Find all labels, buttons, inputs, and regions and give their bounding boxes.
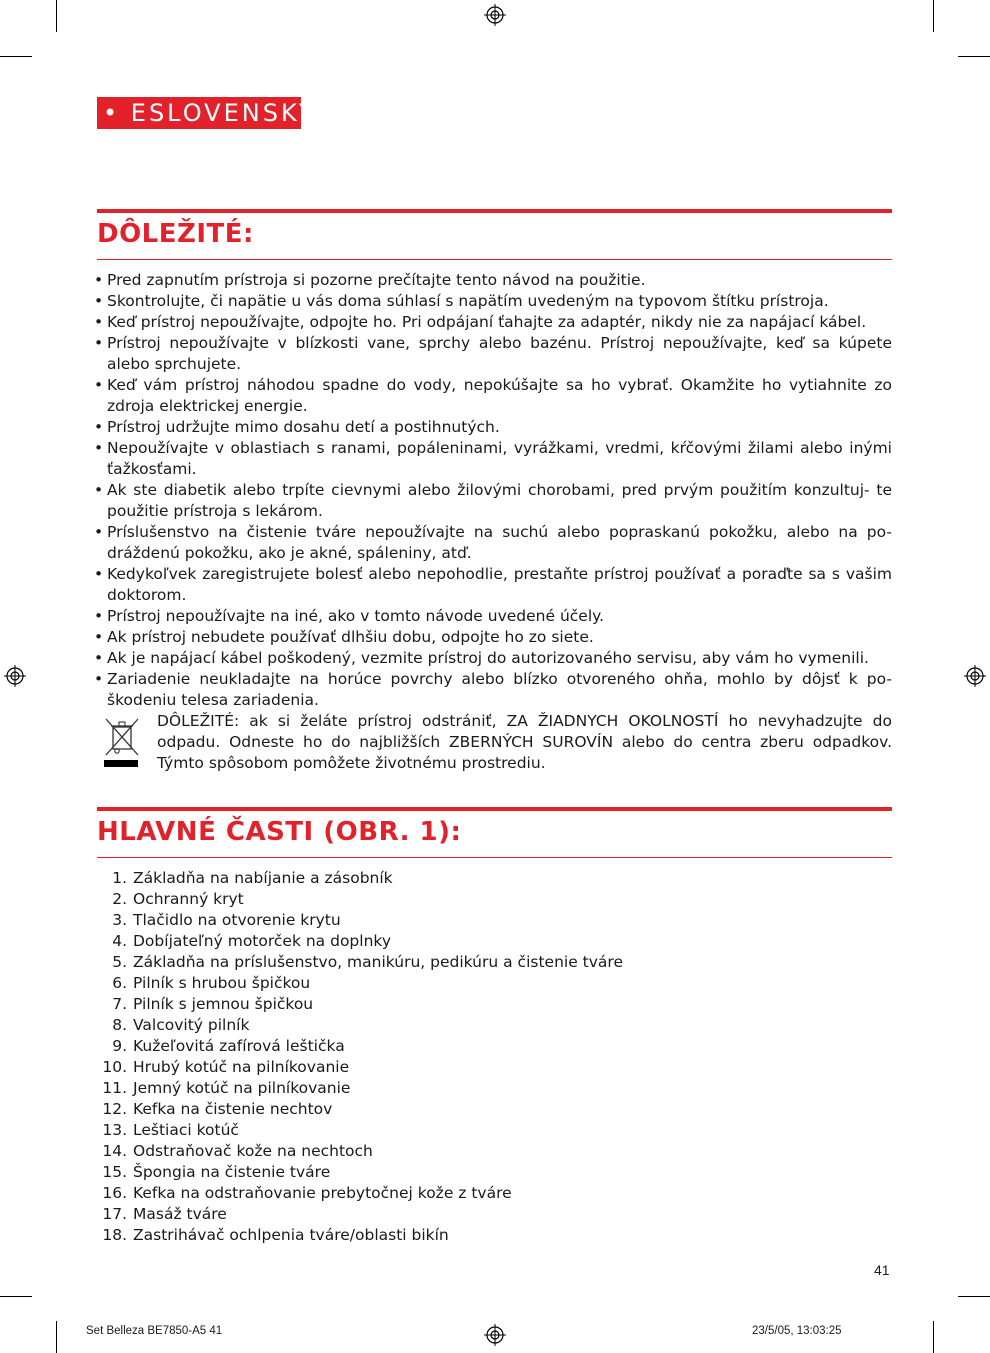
- crop-mark: [56, 1321, 57, 1353]
- part-name: Špongia na čistenie tváre: [133, 1163, 331, 1181]
- part-name: Ochranný kryt: [133, 890, 244, 908]
- list-item-text: Prístroj udržujte mimo dosahu detí a postihnutých.: [107, 418, 500, 436]
- part-name: Základňa na nabíjanie a zásobník: [133, 869, 393, 887]
- list-item: [94, 1141, 623, 1162]
- bullet-dot: •: [94, 670, 104, 688]
- important-list: [94, 270, 892, 711]
- part-name: Pilník s hrubou špičkou: [133, 974, 311, 992]
- bullet-dot: •: [94, 628, 104, 646]
- list-item: [94, 1204, 623, 1225]
- list-item: [94, 889, 623, 910]
- list-item: [94, 648, 892, 669]
- list-item: [94, 1057, 623, 1078]
- part-name: Valcovitý pilník: [133, 1016, 250, 1034]
- registration-mark-icon: [4, 665, 26, 687]
- section-title: HLAVNÉ ČASTI (OBR. 1):: [97, 817, 462, 847]
- part-name: Kefka na odstraňovanie prebytočnej kože z tváre: [133, 1184, 512, 1202]
- list-item: [94, 312, 892, 333]
- list-item-text: Príslušenstvo na čistenie tváre nepoužívajte na suchú alebo popraskanú pokožku, alebo na po- dráždenú pokožku, ako je akné, spáleniny, atď.: [107, 523, 892, 562]
- disposal-note: DÔLEŽITÉ: ak si želáte prístroj odstrániť, ZA ŽIADNYCH OKOLNOSTÍ ho nevyhadzujte do odpadu. Odneste ho do najbližších ZBERNÝCH SUROVÍN alebo do centra zberu odpadkov. Týmto spôsobom pomôžete životnému prostrediu.: [157, 712, 892, 772]
- bullet-dot: •: [94, 271, 104, 289]
- parts-list: [94, 868, 623, 1246]
- list-item: [94, 1015, 623, 1036]
- crop-mark: [0, 56, 32, 57]
- crop-mark: [56, 0, 57, 32]
- part-number: 4.: [112, 932, 127, 950]
- part-name: Zastrihávač ochlpenia tváre/oblasti bikín: [133, 1226, 449, 1244]
- bullet-dot: •: [94, 607, 104, 625]
- part-name: Hrubý kotúč na pilníkovanie: [133, 1058, 350, 1076]
- part-name: Leštiaci kotúč: [133, 1121, 239, 1139]
- print-slug-file: Set Belleza BE7850-A5 41: [86, 1325, 223, 1337]
- list-item-text: Skontrolujte, či napätie u vás doma súhlasí s napätím uvedeným na typovom štítku prístroja.: [107, 292, 829, 310]
- bullet-dot: •: [94, 481, 104, 499]
- list-item-text: Prístroj nepoužívajte v blízkosti vane, sprchy alebo bazénu. Prístroj nepoužívajte, keď sa kúpete alebo sprchujete.: [107, 334, 892, 373]
- list-item-text: Kedykoľvek zaregistrujete bolesť alebo nepohodlie, prestaňte prístroj používať a poraďte sa s vašim doktorom.: [107, 565, 892, 604]
- list-item-text: Nepoužívajte v oblastiach s ranami, popáleninami, vyrážkami, vredmi, kŕčovými žilami alebo inými ťažkosťami.: [107, 439, 892, 478]
- list-item: [94, 1078, 623, 1099]
- part-number: 15.: [102, 1163, 127, 1181]
- bullet-dot: •: [94, 376, 104, 394]
- list-item: [94, 627, 892, 648]
- part-name: Kužeľovitá zafírová leštička: [133, 1037, 345, 1055]
- list-item: [94, 669, 892, 711]
- part-name: Dobíjateľný motorček na doplnky: [133, 932, 391, 950]
- page-number: 41: [874, 1262, 890, 1278]
- part-number: 17.: [102, 1205, 127, 1223]
- list-item: [94, 1036, 623, 1057]
- bullet-dot: •: [94, 523, 104, 541]
- part-number: 1.: [112, 869, 127, 887]
- bullet-dot: •: [94, 292, 104, 310]
- list-item-text: Prístroj nepoužívajte na iné, ako v tomto návode uvedené účely.: [107, 607, 605, 625]
- part-name: Pilník s jemnou špičkou: [133, 995, 314, 1013]
- list-item-text: Zariadenie neukladajte na horúce povrchy alebo blízko otvoreného ohňa, mohlo by dôjsť k po- škodeniu telesa zariadenia.: [107, 670, 892, 709]
- list-item: [94, 910, 623, 931]
- part-number: 3.: [112, 911, 127, 929]
- bullet-dot: •: [94, 334, 104, 352]
- registration-mark-icon: [484, 4, 506, 26]
- list-item: [94, 564, 892, 606]
- registration-mark-icon: [484, 1324, 506, 1346]
- part-number: 5.: [112, 953, 127, 971]
- bullet-dot: •: [94, 565, 104, 583]
- part-number: 14.: [102, 1142, 127, 1160]
- list-item-text: Ak prístroj nebudete používať dlhšiu dobu, odpojte ho zo siete.: [107, 628, 594, 646]
- list-item: [94, 1183, 623, 1204]
- list-item: [94, 606, 892, 627]
- crop-mark: [958, 1296, 990, 1297]
- list-item: [94, 1099, 623, 1120]
- part-name: Masáž tváre: [133, 1205, 227, 1223]
- list-item: [94, 417, 892, 438]
- part-number: 12.: [102, 1100, 127, 1118]
- part-number: 16.: [102, 1184, 127, 1202]
- crop-mark: [933, 0, 934, 32]
- part-number: 10.: [102, 1058, 127, 1076]
- list-item: [94, 270, 892, 291]
- list-item: [94, 931, 623, 952]
- list-item-text: Ak ste diabetik alebo trpíte cievnymi alebo žilovými chorobami, pred prvým použitím konzultuj- te použitie prístroja s lekárom.: [107, 481, 892, 520]
- list-item: [94, 952, 623, 973]
- section-title: DÔLEŽITÉ:: [97, 219, 254, 249]
- registration-mark-icon: [964, 665, 986, 687]
- list-item: [94, 438, 892, 480]
- crop-mark: [0, 1296, 32, 1297]
- list-item: [94, 375, 892, 417]
- list-item-text: Pred zapnutím prístroja si pozorne prečítajte tento návod na použitie.: [107, 271, 646, 289]
- bullet-dot: •: [94, 418, 104, 436]
- list-item-text: Keď prístroj nepoužívajte, odpojte ho. Pri odpájaní ťahajte za adaptér, nikdy nie za napájací kábel.: [107, 313, 867, 331]
- list-item: [94, 994, 623, 1015]
- part-name: Jemný kotúč na pilníkovanie: [133, 1079, 351, 1097]
- list-item: [94, 1225, 623, 1246]
- crop-mark: [933, 1321, 934, 1353]
- list-item: [94, 1120, 623, 1141]
- important-section-header: [97, 209, 892, 260]
- part-name: Základňa na príslušenstvo, manikúru, pedikúru a čistenie tváre: [133, 953, 623, 971]
- part-name: Tlačidlo na otvorenie krytu: [133, 911, 341, 929]
- list-item: [94, 333, 892, 375]
- part-number: 18.: [102, 1226, 127, 1244]
- part-number: 6.: [112, 974, 127, 992]
- list-item: [94, 1162, 623, 1183]
- bullet-dot: •: [94, 313, 104, 331]
- part-number: 7.: [112, 995, 127, 1013]
- list-item: [94, 522, 892, 564]
- part-number: 9.: [112, 1037, 127, 1055]
- print-slug-timestamp: 23/5/05, 13:03:25: [752, 1325, 842, 1337]
- part-name: Kefka na čistenie nechtov: [133, 1100, 333, 1118]
- part-number: 2.: [112, 890, 127, 908]
- part-name: Odstraňovač kože na nechtoch: [133, 1142, 373, 1160]
- bullet-dot: •: [94, 439, 104, 457]
- list-item: [94, 480, 892, 522]
- list-item-text: Ak je napájací kábel poškodený, vezmite prístroj do autorizovaného servisu, aby vám ho vymenili.: [107, 649, 869, 667]
- bullet-dot: •: [94, 649, 104, 667]
- part-number: 11.: [102, 1079, 127, 1097]
- list-item: [94, 868, 623, 889]
- part-number: 13.: [102, 1121, 127, 1139]
- crop-mark: [958, 56, 990, 57]
- language-badge: • ESLOVENSKÝ: [97, 97, 301, 129]
- list-item: [94, 291, 892, 312]
- list-item-text: Keď vám prístroj náhodou spadne do vody, nepokúšajte sa ho vybrať. Okamžite ho vytiahnite zo zdroja elektrickej energie.: [107, 376, 892, 415]
- parts-section-header: [97, 807, 892, 858]
- list-item: [94, 973, 623, 994]
- part-number: 8.: [112, 1016, 127, 1034]
- crossed-bin-icon: [104, 717, 140, 769]
